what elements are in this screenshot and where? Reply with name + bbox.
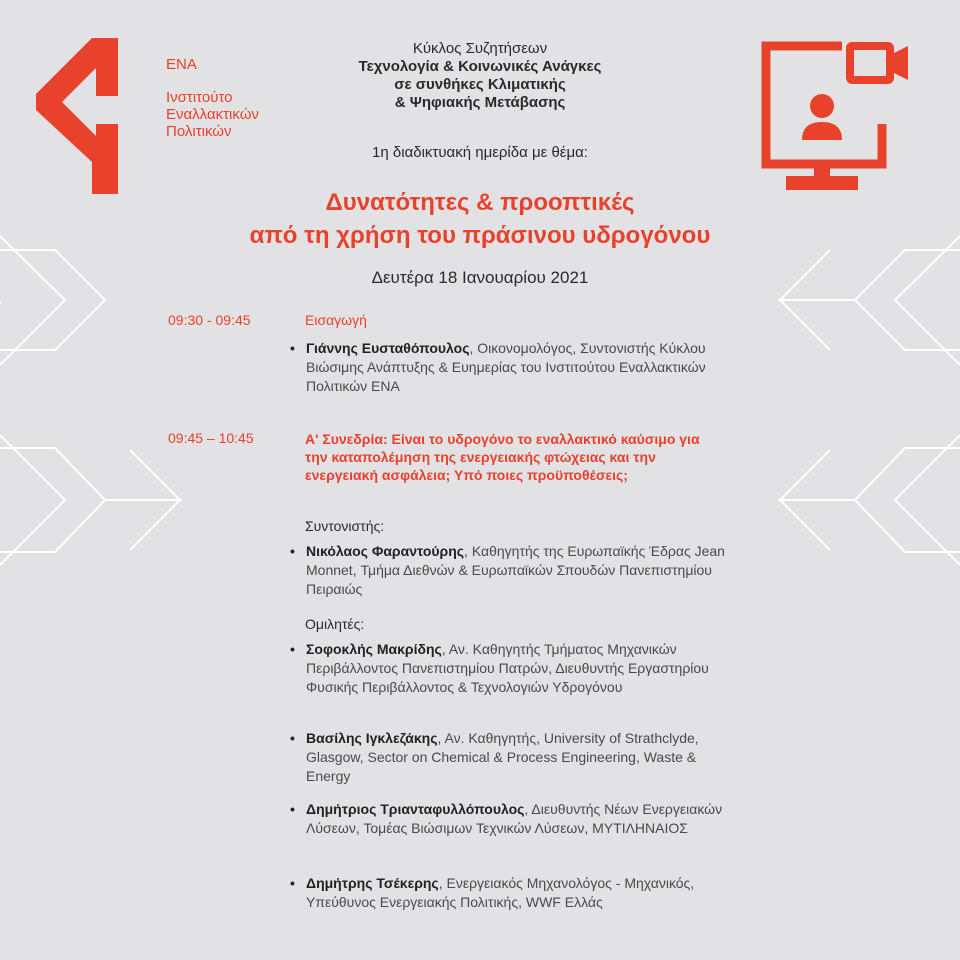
speaker-entry [290, 339, 730, 396]
series-topic-line: σε συνθήκες Κλιματικής [394, 76, 566, 93]
speaker-desc: , Αν. Καθηγητής, University of Strathclyde, Glasgow, Sector on Chemical & Process Engineering, Waste & Energy [306, 730, 699, 784]
slot-time: 09:45 – 10:45 [168, 430, 254, 446]
speaker-desc: , Καθηγητής της Ευρωπαϊκής Έδρας Jean Monnet, Τμήμα Διεθνών & Ευρωπαϊκών Σπουδών Πανεπιστημίου Πειραιώς [306, 543, 725, 597]
speakers-label: Ομιλητές: [305, 616, 365, 632]
speaker-name: Βασίλης Ιγκλεζάκης [306, 730, 438, 746]
org-name-line: Ινστιτούτο [166, 89, 233, 106]
org-name-line: Εναλλακτικών [166, 106, 259, 123]
event-date: Δευτέρα 18 Ιανουαρίου 2021 [371, 268, 589, 287]
slot-title: Α' Συνεδρία: Είναι το υδρογόνο το εναλλακτικό καύσιμο για την καταπολέμηση της ενεργειακής φτώχειας και την ενεργειακή ασφάλεια; Υπό ποιες προϋποθέσεις; [305, 431, 700, 483]
speaker-desc: , Ενεργειακός Μηχανολόγος - Μηχανικός, Υπεύθυνος Ενεργειακής Πολιτικής, WWF Ελλάς [306, 875, 695, 910]
event-title-line: Δυνατότητες & προοπτικές [325, 189, 635, 216]
event-title [0, 186, 960, 252]
speaker-name: Νικόλαος Φαραντούρης [306, 543, 465, 559]
series-topic-line: & Ψηφιακής Μετάβασης [394, 94, 566, 111]
bullet-icon: • [290, 543, 295, 559]
series-header [0, 40, 960, 112]
event-subtitle: 1η διαδικτυακή ημερίδα με θέμα: [372, 144, 588, 161]
speaker-name: Γιάννης Ευσταθόπουλος [306, 340, 470, 356]
series-name: Κύκλος Συζητήσεων [412, 40, 548, 57]
speaker-entry [290, 800, 730, 838]
bullet-icon: • [290, 801, 295, 817]
series-topic-line: Τεχνολογία & Κοινωνικές Ανάγκες [358, 58, 602, 75]
speaker-name: Δημήτρης Τσέκερης [306, 875, 439, 891]
bullet-icon: • [290, 340, 295, 356]
bullet-icon: • [290, 730, 295, 746]
speaker-name: Σοφοκλής Μακρίδης [306, 641, 442, 657]
bullet-icon: • [290, 875, 295, 891]
org-acronym: ΕΝΑ [166, 56, 197, 73]
event-title-line: από τη χρήση του πράσινου υδρογόνου [249, 222, 711, 249]
slot-title: Εισαγωγή [305, 312, 367, 328]
speaker-entry [290, 874, 730, 912]
speaker-desc: , Αν. Καθηγητής Τμήματος Μηχανικών Περιβάλλοντος Πανεπιστημίου Πατρών, Διευθυντής Εργαστηρίου Φυσικής Περιβάλλοντος & Τεχνολογιών Υδρογόνου [306, 641, 709, 695]
slot-time: 09:30 - 09:45 [168, 312, 251, 328]
bullet-icon: • [290, 641, 295, 657]
speaker-desc: , Οικονομολόγος, Συντονιστής Κύκλου Βιώσιμης Ανάπτυξης & Ευημερίας του Ινστιτούτου Εναλλακτικών Πολιτικών ΕΝΑ [306, 340, 706, 394]
moderator-label: Συντονιστής: [305, 518, 385, 534]
speaker-name: Δημήτριος Τριανταφυλλόπουλος [306, 801, 525, 817]
speaker-desc: , Διευθυντής Νέων Ενεργειακών Λύσεων, Τομέας Βιώσιμων Τεχνικών Λύσεων, ΜΥΤΙΛΗΝΑΙΟΣ [306, 801, 723, 836]
speaker-entry [290, 640, 730, 697]
org-name-line: Πολιτικών [166, 123, 232, 140]
speaker-entry [290, 729, 730, 786]
moderator-entry [290, 542, 730, 599]
